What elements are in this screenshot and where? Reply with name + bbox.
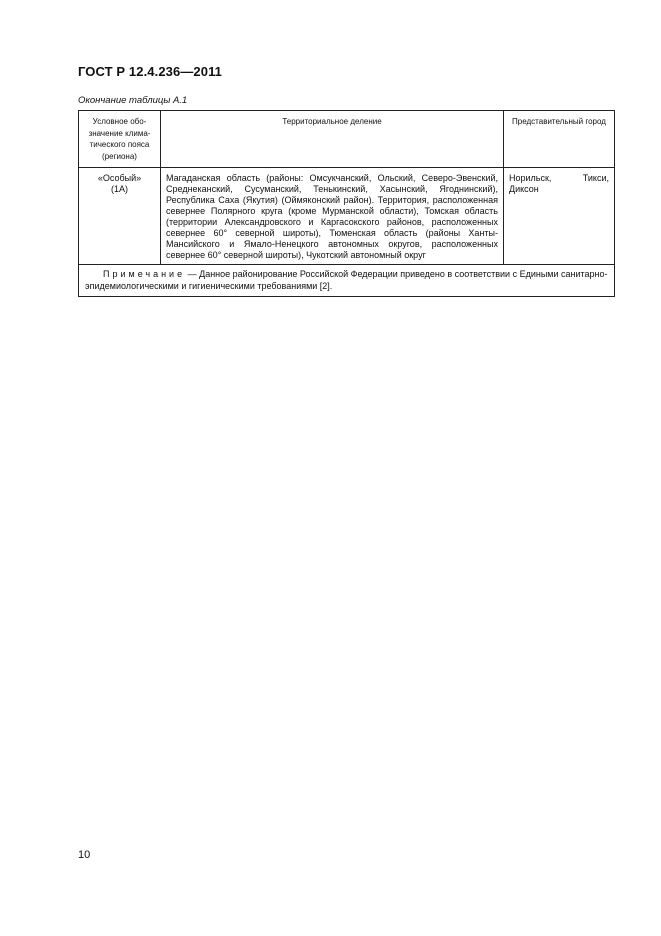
city-line xyxy=(509,173,609,184)
page-number: 10 xyxy=(78,849,91,861)
zone-code: (1А) xyxy=(110,184,128,194)
note-text: — Данное районирование Российской Федерации приведено в соответствии с Едиными санитарно-эпидемиологическими и гигиеническими требованиями [2]. xyxy=(85,269,608,291)
table-header-row xyxy=(79,111,615,168)
note-label: Примечание xyxy=(103,269,186,279)
territory-cell: Магаданская область (районы: Омсукчанский, Ольский, Северо-Эвенский, Среднеканский, Сусуманский, Тенькинский, Хасынский, Ягоднинский), Республика Саха (Якутия) (Оймяконский район). Территория, расположенная севернее Полярного круга (кроме Мурманской области), Томская область (территории Александровского и Каргасокского районов, расположенных севернее 60° северной широты), Тюменская область (районы Ханты-Мансийского и Ямало-Ненецкого автономных округов, расположенных севернее 60° северной широты), Чукотский автономный округ xyxy=(161,168,504,265)
table-caption: Окончание таблицы А.1 xyxy=(78,95,188,106)
table-note-row xyxy=(79,265,615,297)
table-row xyxy=(79,168,615,265)
representative-city-cell xyxy=(504,168,615,265)
city-dikson: Диксон xyxy=(509,184,539,194)
city-norilsk: Норильск, xyxy=(509,173,552,183)
column-header-territory: Территориальное деление xyxy=(161,111,504,168)
column-header-zone-text: Условное обо- значение клима- тического пояса (региона) xyxy=(88,117,151,161)
zone-name: «Особый» xyxy=(97,173,142,183)
column-header-city: Представительный город xyxy=(504,111,615,168)
column-header-zone-designation xyxy=(79,111,161,168)
city-tiksi: Тикси, xyxy=(582,173,609,183)
zone-designation-cell xyxy=(79,168,161,265)
climate-zones-table xyxy=(78,110,615,297)
table-note xyxy=(79,265,615,297)
document-header: ГОСТ Р 12.4.236—2011 xyxy=(78,64,223,79)
